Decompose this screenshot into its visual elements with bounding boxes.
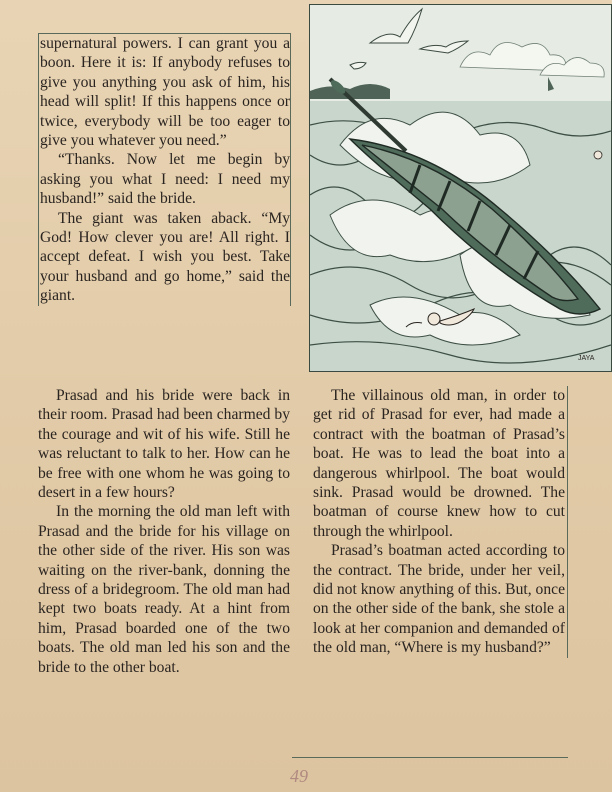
page-number: 49 <box>290 766 308 786</box>
paragraph: Prasad’s boatman acted according to the contract. The bride, under her veil, did not know anything of this. But, once on the other side of the bank, she stole a look at her companion and demanded of the old man, “Where is my husband?” <box>313 542 565 657</box>
text-column-left-top <box>38 33 291 306</box>
paragraph: supernatural powers. I can grant you a boon. Here it is: If anybody refuses to give you anything you ask of him, his head will split! If this happens once or twice, everybody will be too eager to give you whatever you need.” <box>40 35 290 150</box>
paragraph: “Thanks. Now let me begin by asking you what I need: I need my husband!” said the bride. <box>40 151 290 208</box>
paragraph: The villainous old man, in order to get rid of Prasad for ever, had made a contract with the boatman of Prasad’s boat. He was to lead the boat into a dangerous whirlpool. The boat would sink. Prasad would be drowned. The boatman of course knew how to cut through the whirlpool. <box>313 387 565 540</box>
boat-whirlpool-illustration <box>309 4 612 372</box>
paragraph: Prasad and his bride were back in their room. Prasad had been charmed by the courage and wit of his wife. Still he was reluctant to talk to her. How can he be free with one whom he was going to desert in a few hours? <box>38 387 290 502</box>
column-border-bottom <box>292 757 568 758</box>
text-column-left-bottom <box>38 386 290 677</box>
artist-signature: JAYA <box>578 355 595 362</box>
text-column-right <box>313 386 568 658</box>
paragraph: In the morning the old man left with Prasad and the bride for his village on the other side of the river. His son was waiting on the river-bank, donning the dress of a bridegroom. The old man had kept two boats ready. At a hint from him, Prasad boarded one of the two boats. The old man led his son and the bride to the other boat. <box>38 503 290 676</box>
paragraph: The giant was taken aback. “My God! How clever you are! All right. I accept defeat. I wish you best. Take your husband and go home,” said the giant. <box>40 209 290 305</box>
